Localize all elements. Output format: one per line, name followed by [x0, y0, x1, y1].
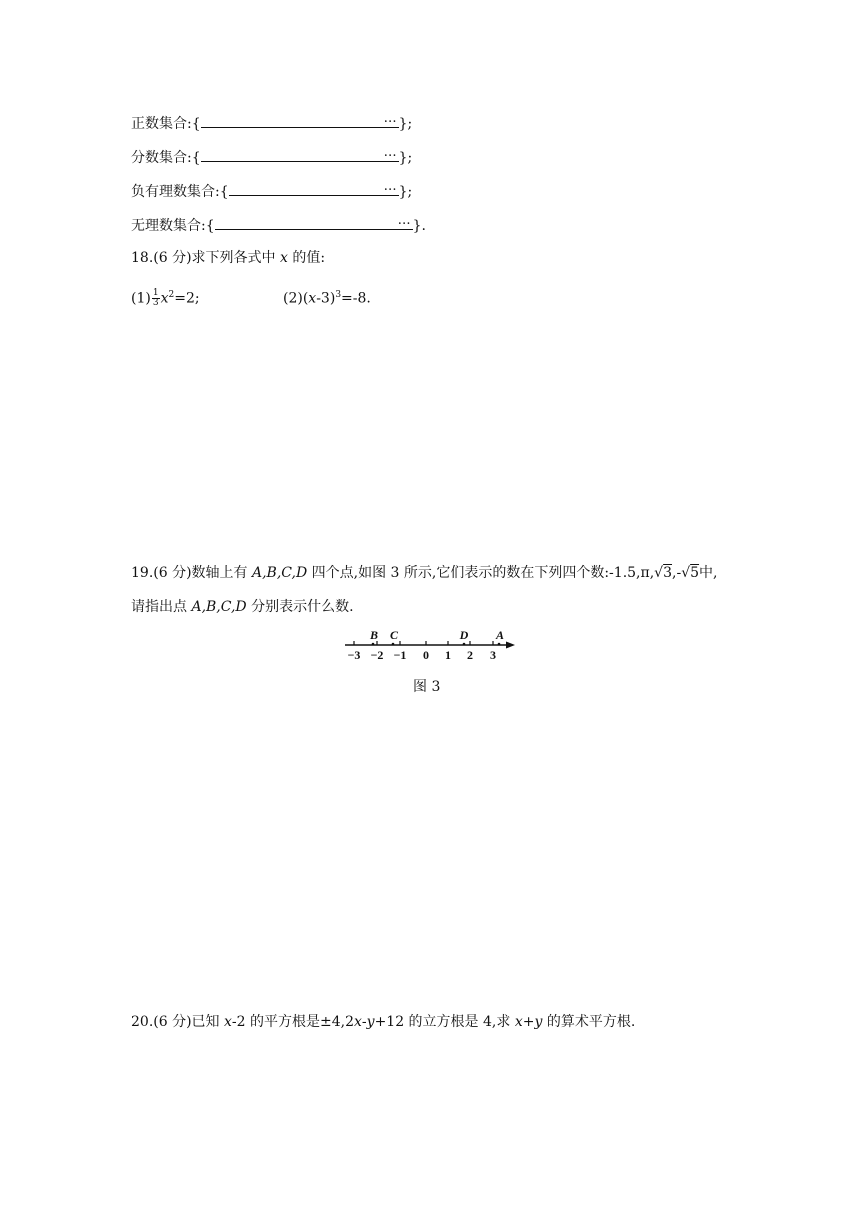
point-label-d: D [459, 628, 469, 642]
point-names: A,B,C,D [191, 599, 247, 615]
tick-label: −3 [347, 648, 361, 662]
question-19-line-2 [131, 597, 354, 617]
answer-blank[interactable] [201, 146, 399, 162]
q18-part-1 [131, 285, 200, 309]
answer-blank[interactable] [201, 112, 399, 128]
question-text: 中, [699, 565, 718, 581]
fraction [152, 289, 160, 308]
set-close-brace: }; [398, 116, 413, 132]
ellipsis: … [383, 145, 397, 160]
fraction-denominator: 3 [152, 298, 159, 309]
variable: y [366, 1014, 375, 1030]
point-label-b: B [369, 628, 379, 642]
variable: x [224, 1014, 232, 1030]
ellipsis: … [383, 179, 397, 194]
set-label: 分数集合: [131, 150, 192, 166]
question-score: (6 分) [153, 565, 192, 581]
question-18 [131, 248, 325, 268]
sqrt-3: √3 [654, 565, 673, 581]
point-marker-d [463, 643, 466, 646]
question-number: 18. [131, 250, 154, 266]
arrow-head-icon [506, 642, 515, 649]
set-close-brace: }; [398, 150, 413, 166]
question-text: 已知 [191, 1014, 224, 1030]
sqrt-5: √5 [681, 565, 700, 581]
variable: x [308, 290, 317, 307]
radicand: 5 [690, 565, 700, 581]
equation-text: -3) [316, 290, 336, 307]
variable: x [514, 1014, 523, 1030]
question-text: 四个点,如图 3 所示,它们表示的数在下列四个数:-1.5,π, [307, 565, 655, 581]
question-text: -2 的平方根是±4,2 [231, 1014, 354, 1030]
equation-rest: =-8. [341, 290, 371, 307]
figure-caption: 图 3 [413, 679, 441, 695]
question-text: 的算术平方根. [542, 1014, 636, 1030]
set-open-brace: { [191, 116, 201, 132]
ellipsis: … [383, 111, 397, 126]
question-score: (6 分) [153, 250, 192, 266]
tick-label: 0 [423, 648, 429, 662]
question-text: 的值: [287, 250, 326, 266]
part-label: (2)( [283, 290, 309, 307]
set-label: 负有理数集合: [131, 184, 220, 200]
point-label-a: A [495, 628, 505, 642]
exponent: 2 [168, 290, 175, 300]
separator: ,- [672, 565, 682, 581]
fraction-numerator: 1 [152, 288, 159, 299]
set-line-fraction [131, 146, 412, 168]
point-label-c: C [389, 628, 399, 642]
tick-label: −1 [393, 648, 407, 662]
question-text: 请指出点 [131, 599, 192, 615]
exponent: 3 [335, 290, 342, 300]
q18-part-2 [283, 285, 371, 309]
question-text: - [361, 1014, 367, 1030]
tick-label: 1 [445, 648, 451, 662]
set-open-brace: { [205, 218, 215, 234]
radicand: 3 [663, 565, 673, 581]
part-label: (1) [131, 290, 151, 307]
number-line-figure [343, 628, 519, 662]
set-open-brace: { [219, 184, 229, 200]
set-close-brace: }; [398, 184, 413, 200]
point-marker-a [498, 643, 501, 646]
point-names: A,B,C,D [252, 565, 308, 581]
answer-blank[interactable] [215, 214, 413, 230]
set-line-positive [131, 112, 412, 134]
point-marker-b [372, 643, 375, 646]
tick-label: 3 [490, 648, 496, 662]
set-line-negative-rational [131, 180, 412, 202]
question-number: 20. [131, 1014, 154, 1030]
question-score: (6 分) [153, 1014, 192, 1030]
tick-label: −2 [370, 648, 384, 662]
question-number: 19. [131, 565, 154, 581]
question-20 [131, 1012, 635, 1032]
question-text: 求下列各式中 [191, 250, 280, 266]
question-text: 分别表示什么数. [246, 599, 354, 615]
equation-rest: =2; [174, 290, 200, 307]
set-open-brace: { [191, 150, 201, 166]
point-marker-c [392, 643, 395, 646]
ellipsis: … [397, 213, 411, 228]
variable: x [354, 1014, 362, 1030]
variable: x [160, 290, 169, 307]
question-text: 数轴上有 [191, 565, 252, 581]
tick-label: 2 [467, 648, 473, 662]
question-text: +12 的立方根是 4,求 [374, 1014, 515, 1030]
answer-blank[interactable] [229, 180, 399, 196]
set-line-irrational [131, 214, 426, 236]
variable: y [534, 1014, 543, 1030]
variable: x [280, 250, 288, 266]
set-close-brace: }. [412, 218, 426, 234]
question-19 [131, 563, 718, 583]
question-text: + [522, 1014, 535, 1030]
set-label: 正数集合: [131, 116, 192, 132]
set-label: 无理数集合: [131, 218, 206, 234]
